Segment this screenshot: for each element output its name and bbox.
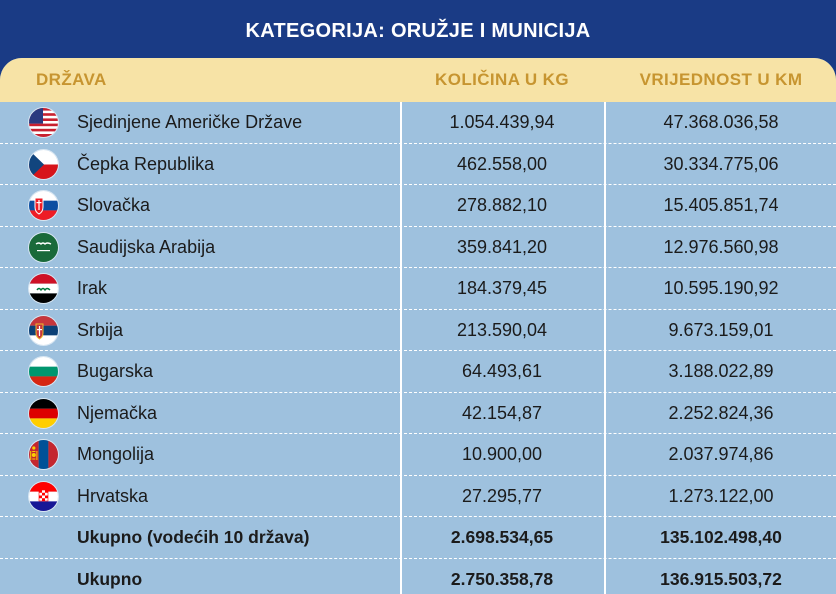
quantity-cell: 462.558,00 [456,153,548,174]
quantity-cell: 278.882,10 [456,195,548,215]
quantity-cell: 213.590,04 [456,319,548,340]
total-value: 136.915.503,72 [660,568,782,589]
column-header-value: VRIJEDNOST U KM [639,70,803,89]
page-title: KATEGORIJA: ORUŽJE I MUNICIJA [245,19,591,42]
table-row [0,434,836,476]
value-cell: 30.334.775,06 [663,153,779,174]
table-row [0,185,836,227]
country-name: Srbija [77,319,124,340]
value-cell: 9.673.159,01 [668,319,774,340]
country-name: Sjedinjene Američke Države [77,112,303,132]
country-name: Slovačka [77,195,151,215]
value-cell: 12.976.560,98 [663,236,779,257]
usa-flag-icon [29,108,58,137]
total-quantity: 2.698.534,65 [450,527,554,547]
table-row [0,102,836,144]
table-row [0,393,836,435]
total-row-top-10 [0,517,836,559]
column-header-quantity: KOLIČINA U KG [435,70,569,89]
total-label: Ukupno [77,568,143,589]
quantity-cell: 1.054.439,94 [449,112,555,132]
quantity-cell: 64.493,61 [461,361,543,381]
quantity-cell: 359.841,20 [456,236,548,257]
value-cell: 15.405.851,74 [663,195,779,215]
total-row-all [0,559,836,594]
croatia-flag-icon [29,482,58,511]
country-name: Čepka Republika [77,153,215,174]
country-name: Saudijska Arabija [77,236,216,257]
country-name: Mongolija [77,444,155,464]
saudi-arabia-flag-icon [29,233,58,262]
country-name: Njemačka [77,402,158,423]
value-cell: 3.188.022,89 [668,361,774,381]
serbia-flag-icon [29,316,58,345]
quantity-cell: 42.154,87 [461,402,543,423]
slovakia-flag-icon [29,191,58,220]
quantity-cell: 27.295,77 [461,485,543,506]
table-row [0,144,836,186]
quantity-cell: 184.379,45 [456,278,548,298]
column-header-country: DRŽAVA [36,70,107,89]
quantity-cell: 10.900,00 [461,444,543,464]
czech-flag-icon [29,150,58,179]
value-cell: 10.595.190,92 [663,278,779,298]
total-quantity: 2.750.358,78 [450,568,554,589]
value-cell: 47.368.036,58 [663,112,779,132]
table-row [0,268,836,310]
bulgaria-flag-icon [29,357,58,386]
iraq-flag-icon [29,274,58,303]
table-header [0,58,836,102]
total-label: Ukupno (vodećih 10 država) [77,527,310,547]
value-cell: 2.252.824,36 [668,402,774,423]
table-row [0,351,836,393]
country-name: Irak [77,278,108,298]
total-value: 135.102.498,40 [660,527,782,547]
value-cell: 2.037.974,86 [668,444,774,464]
table-row [0,476,836,518]
data-table [0,58,836,594]
germany-flag-icon [29,399,58,428]
mongolia-flag-icon [29,440,58,469]
country-name: Hrvatska [77,485,149,506]
country-name: Bugarska [77,361,154,381]
value-cell: 1.273.122,00 [668,485,774,506]
table-row [0,227,836,269]
table-row [0,310,836,352]
